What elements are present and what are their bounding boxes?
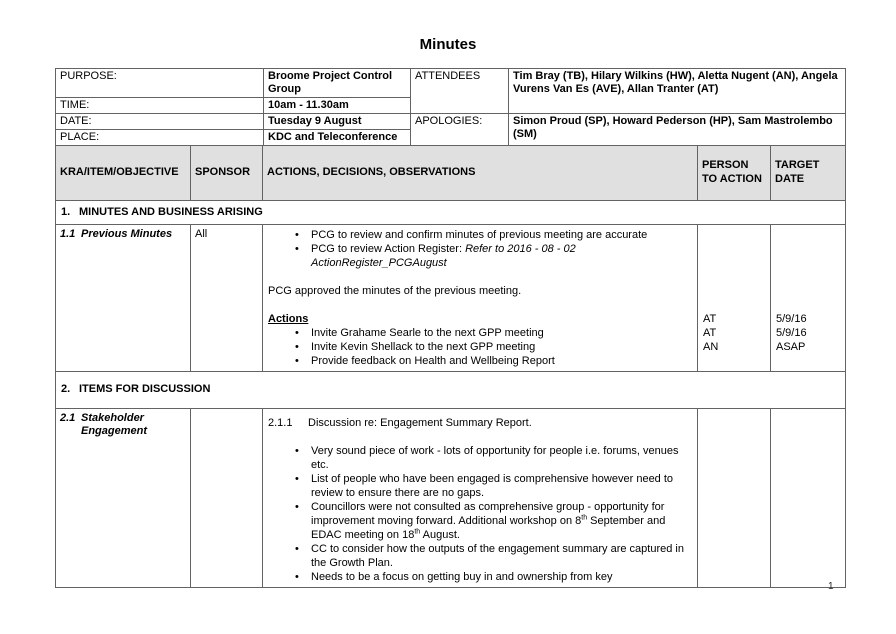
section-title: MINUTES AND BUSINESS ARISING [79, 205, 263, 218]
actions-decisions-cell [263, 408, 698, 587]
date-label: DATE: [56, 114, 264, 130]
bullet-item [268, 326, 692, 340]
kra-item-cell [56, 224, 191, 371]
page-title: Minutes [419, 36, 477, 53]
item-title: Previous Minutes [81, 227, 173, 240]
time-value: 10am - 11.30am [264, 98, 411, 114]
column-header-target-date: TARGET DATE [771, 146, 846, 200]
meeting-info-table [55, 68, 846, 146]
numbered-item-text [308, 416, 532, 430]
bullet-item [268, 472, 692, 500]
column-header-sponsor: SPONSOR [191, 146, 263, 200]
sponsor-cell [191, 408, 263, 587]
target-date-cell [771, 408, 846, 587]
purpose-value: Broome Project Control Group [264, 69, 411, 98]
info-row-date [56, 114, 846, 130]
bullet-item [268, 500, 692, 542]
bullet-item [268, 444, 692, 472]
bullet-item [268, 542, 692, 570]
place-value: KDC and Teleconference [264, 130, 411, 146]
section-number: 2. [61, 383, 71, 395]
blank-line [268, 298, 692, 312]
text-segment: August. [420, 528, 460, 541]
column-header-actions: ACTIONS, DECISIONS, OBSERVATIONS [263, 146, 698, 200]
page-number: 1 [828, 581, 834, 592]
text-segment: Discussion re: Engagement Summary Report. [308, 416, 532, 429]
italic-text: Refer to 2016 - 08 - 02 ActionRegister_PCGAugust [311, 242, 576, 269]
agenda-item-row [56, 408, 846, 587]
attendees-label: ATTENDEES [411, 69, 509, 114]
bullet-item [268, 354, 692, 368]
numbered-item [268, 416, 692, 430]
attendees-value: Tim Bray (TB), Hilary Wilkins (HW), Aletta Nugent (AN), Angela Vurens Van Es (AVE), Allan Tranter (AT) [509, 69, 846, 114]
blank-line [268, 430, 692, 444]
kra-item [60, 410, 186, 438]
column-header-person-to-action: PERSON TO ACTION [698, 146, 771, 200]
section-title: ITEMS FOR DISCUSSION [79, 383, 211, 395]
superscript-text: th [581, 513, 588, 521]
apologies-value: Simon Proud (SP), Howard Pederson (HP), Sam Mastrolembo (SM) [509, 114, 846, 146]
kra-item [60, 226, 186, 241]
item-sub-number: 2.1.1 [268, 416, 293, 429]
bullet-item [268, 228, 692, 242]
bullet-item [268, 570, 692, 584]
minutes-table [55, 146, 846, 588]
target-date-value: ASAP [776, 340, 806, 353]
section-number: 1. [61, 205, 71, 218]
time-label: TIME: [56, 98, 264, 114]
bullet-list [268, 444, 692, 584]
text-segment: PCG to review Action Register: [311, 242, 466, 255]
item-title: Stakeholder Engagement [81, 411, 148, 437]
apologies-label: APOLOGIES: [411, 114, 509, 146]
text-segment: Invite Kevin Shellack to the next GPP meeting [311, 340, 536, 353]
bullet-list [268, 228, 692, 270]
target-date-value: 5/9/16 [776, 312, 807, 325]
person-to-action-value: AT [703, 312, 717, 325]
section-header-cell [56, 200, 846, 224]
section-header-row [56, 200, 846, 224]
bullet-item [268, 242, 692, 270]
person-to-action-cell [698, 408, 771, 587]
minutes-table-header-row [56, 146, 846, 200]
text-segment: List of people who have been engaged is comprehensive however need to review to ensure there are no gaps. [311, 472, 674, 499]
text-segment: PCG approved the minutes of the previous meeting. [268, 284, 522, 297]
sponsor-cell: All [191, 224, 263, 371]
actions-decisions-cell [263, 224, 698, 371]
bullet-list [268, 326, 692, 368]
agenda-item-row [56, 224, 846, 371]
person-to-action-value: AN [703, 340, 719, 353]
text-segment: Needs to be a focus on getting buy in and ownership from key [311, 570, 613, 583]
target-date-cell [771, 224, 846, 371]
info-row-purpose [56, 69, 846, 98]
blank-line [268, 270, 692, 284]
text-segment: Invite Grahame Searle to the next GPP meeting [311, 326, 544, 339]
actions-heading [268, 312, 692, 326]
place-label: PLACE: [56, 130, 264, 146]
spacer [776, 228, 840, 312]
document-body [55, 68, 845, 588]
kra-item-cell [56, 408, 191, 587]
paragraph [268, 284, 692, 298]
target-date-value: 5/9/16 [776, 326, 807, 339]
text-segment: Very sound piece of work - lots of opportunity for people i.e. forums, venues etc. [311, 444, 679, 471]
item-number: 2.1 [60, 411, 76, 424]
text-segment: CC to consider how the outputs of the engagement summary are captured in the Growth Plan. [311, 542, 684, 569]
person-to-action-value: AT [703, 326, 717, 339]
item-number: 1.1 [60, 227, 76, 240]
spacer [703, 228, 765, 312]
text-segment: Provide feedback on Health and Wellbeing Report [311, 354, 555, 367]
person-to-action-cell [698, 224, 771, 371]
date-value: Tuesday 9 August [264, 114, 411, 130]
text-segment: September and EDAC meeting on 18 [311, 514, 666, 541]
text-segment: Actions [268, 312, 309, 325]
section-header-cell [56, 371, 846, 408]
column-header-kra: KRA/ITEM/OBJECTIVE [56, 146, 191, 200]
purpose-label: PURPOSE: [56, 69, 264, 98]
section-header-row [56, 371, 846, 408]
bullet-item [268, 340, 692, 354]
superscript-text: th [414, 527, 421, 535]
text-segment: Councillors were not consulted as comprehensive group - opportunity for improvement moving forward. Additional workshop on 8 [311, 500, 665, 527]
text-segment: PCG to review and confirm minutes of previous meeting are accurate [311, 228, 648, 241]
